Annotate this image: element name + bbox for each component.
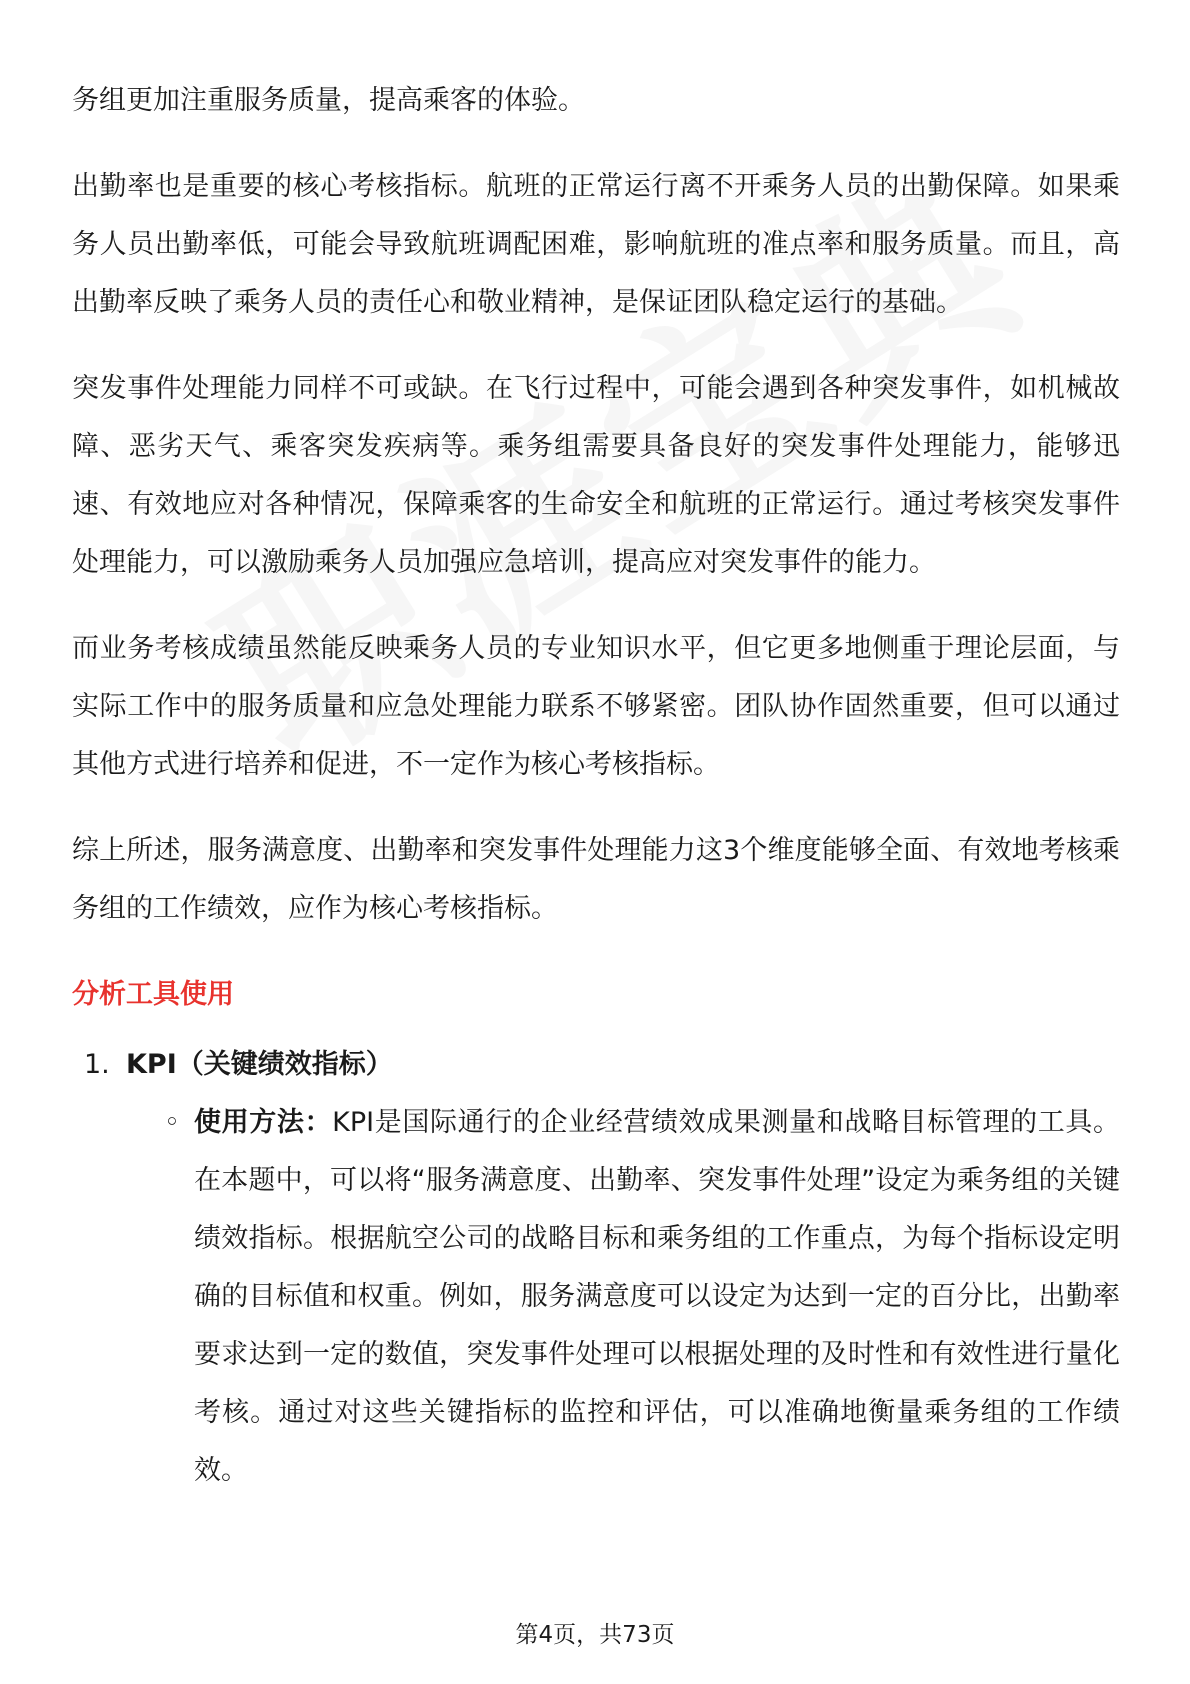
paragraph-4: 而业务考核成绩虽然能反映乘务人员的专业知识水平，但它更多地侧重于理论层面，与实际工作中的服务质量和应急处理能力联系不够紧密。团队协作固然重要，但可以通过其他方式进行培养和促进，不一定作为核心考核指标。 bbox=[72, 633, 1120, 780]
document-page bbox=[72, 72, 1120, 1500]
sub-item-label: 使用方法： bbox=[194, 1107, 333, 1138]
paragraph-3: 突发事件处理能力同样不可或缺。在飞行过程中，可能会遇到各种突发事件，如机械故障、恶劣天气、乘客突发疾病等。乘务组需要具备良好的突发事件处理能力，能够迅速、有效地应对各种情况，保障乘客的生命安全和航班的正常运行。通过考核突发事件处理能力，可以激励乘务人员加强应急培训，提高应对突发事件的能力。 bbox=[72, 373, 1120, 578]
list-number: 1. bbox=[84, 1049, 110, 1080]
paragraph-1: 务组更加注重服务质量，提高乘客的体验。 bbox=[72, 85, 585, 116]
bullet-icon: ◦ bbox=[164, 1107, 180, 1138]
section-title: 分析工具使用 bbox=[72, 979, 234, 1010]
page-footer: 第4页，共73页 bbox=[515, 1622, 675, 1648]
list-item-heading bbox=[84, 1036, 1120, 1094]
sub-item-text: KPI是国际通行的企业经营绩效成果测量和战略目标管理的工具。在本题中，可以将“服务满意度、出勤率、突发事件处理”设定为乘务组的关键绩效指标。根据航空公司的战略目标和乘务组的工作重点，为每个指标设定明确的目标值和权重。例如，服务满意度可以设定为达到一定的百分比，出勤率要求达到一定的数值，突发事件处理可以根据处理的及时性和有效性进行量化考核。通过对这些关键指标的监控和评估，可以准确地衡量乘务组的工作绩效。 bbox=[194, 1107, 1121, 1486]
list-item-kpi bbox=[84, 1036, 1120, 1500]
list-item-title: KPI（关键绩效指标） bbox=[126, 1049, 393, 1080]
paragraph-5: 综上所述，服务满意度、出勤率和突发事件处理能力这3个维度能够全面、有效地考核乘务组的工作绩效，应作为核心考核指标。 bbox=[72, 835, 1120, 924]
sub-list-item bbox=[84, 1094, 1120, 1500]
paragraph-2: 出勤率也是重要的核心考核指标。航班的正常运行离不开乘务人员的出勤保障。如果乘务人员出勤率低，可能会导致航班调配困难，影响航班的准点率和服务质量。而且，高出勤率反映了乘务人员的责任心和敬业精神，是保证团队稳定运行的基础。 bbox=[72, 171, 1120, 318]
